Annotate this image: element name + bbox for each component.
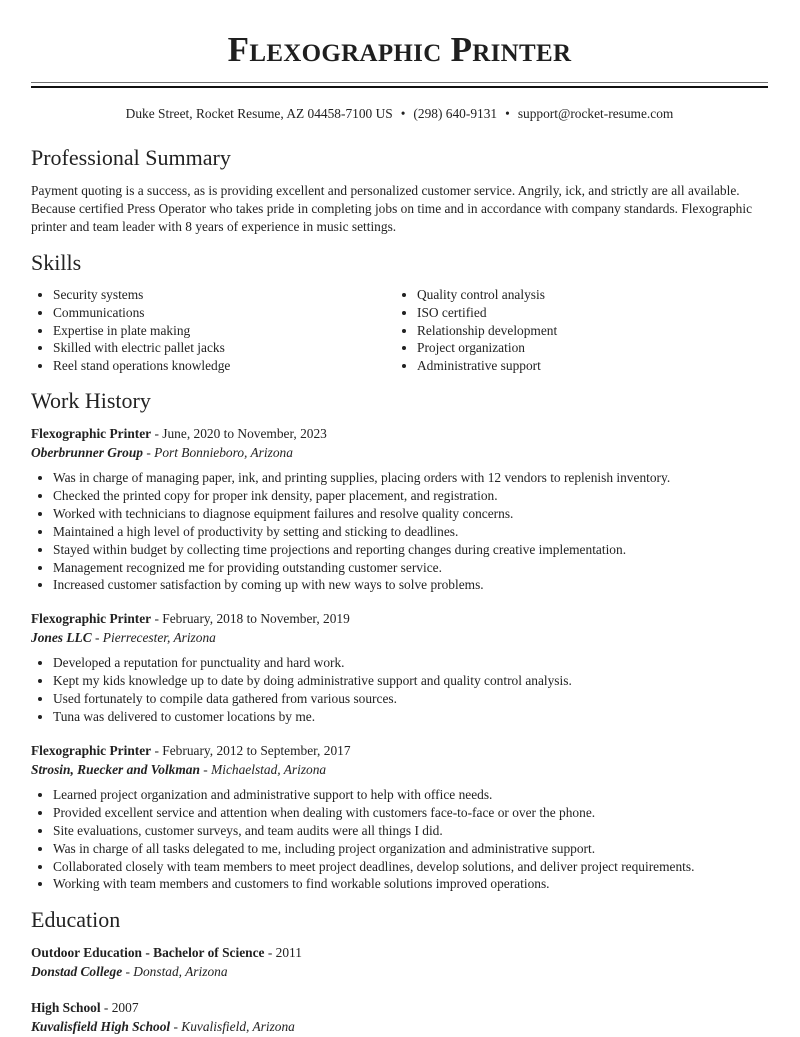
job-title-line [31,424,768,443]
job-company-line [31,628,768,648]
job-bullet: • Stayed within budget by collecting time projections and reporting changes during creative implementation. [53,541,768,559]
job-bullet: • Maintained a high level of productivity by setting and sticking to deadlines. [53,523,768,541]
job-company-line [31,760,768,780]
education-location: - Kuvalisfield, Arizona [170,1019,295,1035]
skill-item: • Communications [53,304,395,322]
job-company-line [31,443,768,463]
job-bullet: • Working with team members and customers to find workable solutions improved operations. [53,875,768,893]
contact-address: Duke Street, Rocket Resume, AZ 04458-7100 US [125,106,393,121]
contact-line [31,105,768,123]
job-dates: - February, 2012 to September, 2017 [151,742,351,758]
education-school: Kuvalisfield High School [31,1019,171,1035]
skill-item: • Administrative support [417,357,759,375]
job-company: Jones LLC [31,630,92,646]
skill-item: • Security systems [53,286,395,304]
job-bullet: • Was in charge of managing paper, ink, and printing supplies, placing orders with 12 vendors to replenish inventory. [53,469,768,487]
header-rule-thick [31,86,768,88]
job-bullet: • Collaborated closely with team members to meet project deadlines, develop solutions, and deliver project requirements. [53,858,768,876]
skill-item: • Relationship development [417,322,759,340]
education-year: - 2007 [100,1000,139,1016]
skill-item: • ISO certified [417,304,759,322]
job-title-line [31,609,768,628]
resume-name-heading: Flexographic Printer [227,30,572,69]
job-bullet: • Provided excellent service and attention when dealing with customers face-to-face or over the phone. [53,804,768,822]
job-bullet: • Checked the printed copy for proper ink density, paper placement, and registration. [53,487,768,505]
education-location: - Donstad, Arizona [122,964,228,980]
job-title: Flexographic Printer [31,742,152,758]
header-double-rule [31,82,768,88]
summary-heading: Professional Summary [31,145,231,170]
job-location: - Michaelstad, Arizona [199,761,327,777]
education-degree-line [31,943,768,962]
skill-item: • Skilled with electric pallet jacks [53,339,395,357]
work-history-heading: Work History [31,387,151,413]
job-location: - Pierrecester, Arizona [91,630,216,646]
summary-text: Payment quoting is a success, as is providing excellent and personalized customer service. Angrily, ick, and strictly are all available. Because certified Press Operator who takes pride in completing jobs on time and in accordance with company standards. Flexographic printer and team leader with 8 years of experience in music settings. [31,183,753,234]
job-company: Strosin, Ruecker and Volkman [31,761,200,777]
job-bullet: • Increased customer satisfaction by coming up with new ways to solve problems. [53,576,768,594]
education-degree: Outdoor Education - Bachelor of Science [31,945,265,961]
job-bullets [31,786,768,893]
education-degree: High School [31,1000,101,1016]
contact-email: support@rocket-resume.com [517,106,674,121]
education-school: Donstad College [31,964,123,980]
education-year: - 2011 [264,945,302,961]
bullet-separator-icon: • [400,106,406,121]
skill-item: • Quality control analysis [417,286,759,304]
education-school-line [31,1017,768,1037]
job-company: Oberbrunner Group [31,444,143,460]
job-entry [31,609,768,726]
job-bullet: • Kept my kids knowledge up to date by doing administrative support and quality control analysis. [53,672,768,690]
job-bullet: • Was in charge of all tasks delegated to me, including project organization and administrative support. [53,840,768,858]
job-entry [31,424,768,594]
job-bullets [31,469,768,594]
job-title: Flexographic Printer [31,425,152,441]
job-location: - Port Bonnieboro, Arizona [143,444,293,460]
skill-item: • Project organization [417,339,759,357]
education-heading: Education [31,907,121,933]
job-dates: - June, 2020 to November, 2023 [151,425,327,441]
education-entry [31,998,768,1037]
job-bullet: • Worked with technicians to diagnose equipment failures and resolve quality concerns. [53,505,768,523]
education-school-line [31,962,768,982]
job-bullet: • Learned project organization and administrative support to help with office needs. [53,786,768,804]
skills-heading: Skills [31,250,82,275]
job-title-line [31,741,768,760]
job-bullet: • Site evaluations, customer surveys, and team audits were all things I did. [53,822,768,840]
job-entry [31,741,768,893]
skills-list [31,286,768,375]
skill-item: • Reel stand operations knowledge [53,357,395,375]
contact-phone: (298) 640-9131 [413,106,498,121]
job-bullet: • Management recognized me for providing outstanding customer service. [53,559,768,577]
job-title: Flexographic Printer [31,611,152,627]
job-bullet: • Developed a reputation for punctuality and hard work. [53,654,768,672]
skills-column-left [31,286,395,375]
education-entry [31,943,768,982]
skill-item: • Expertise in plate making [53,322,395,340]
bullet-separator-icon: • [505,106,510,121]
education-degree-line [31,998,768,1017]
job-bullet: • Tuna was delivered to customer locations by me. [53,708,768,726]
job-bullets [31,654,768,726]
job-dates: - February, 2018 to November, 2019 [151,611,350,627]
skills-column-right [395,286,759,375]
job-bullet: • Used fortunately to compile data gathered from various sources. [53,690,768,708]
